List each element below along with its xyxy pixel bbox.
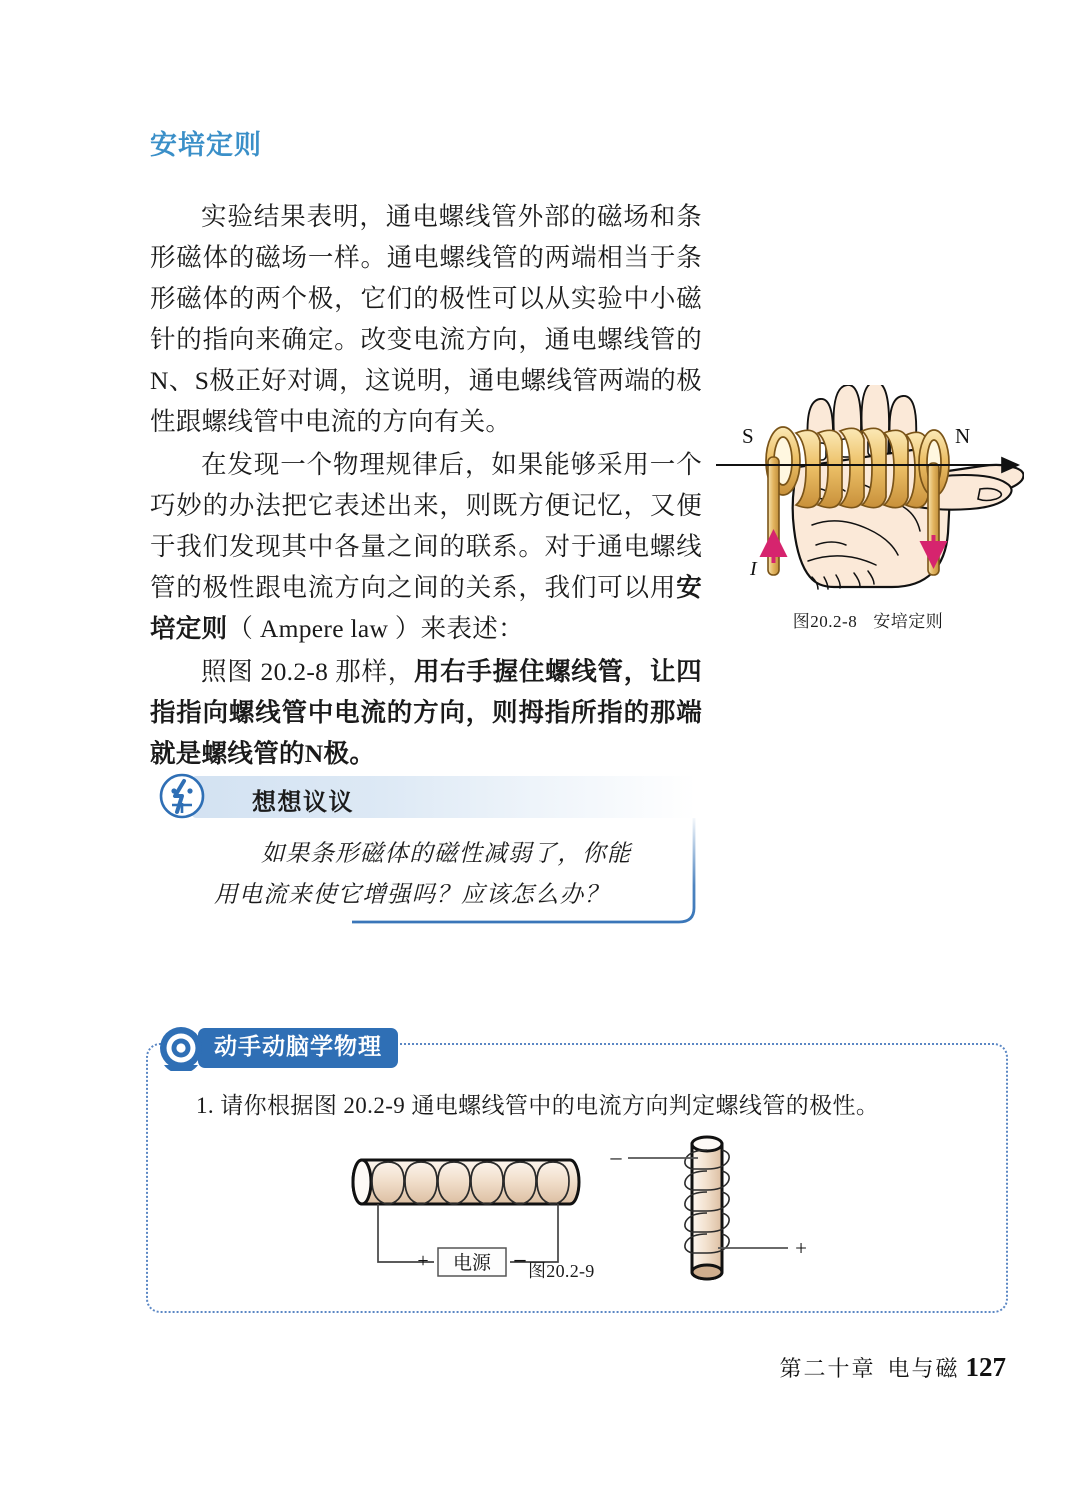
label-n-pole: N (955, 424, 971, 448)
label-s-pole: S (742, 424, 754, 448)
ampere-rule-lead: 照图 20.2-8 那样， (201, 657, 414, 686)
paragraph-2-part1: 在发现一个物理规律后，如果能够采用一个巧妙的办法把它表述出来，则既方便记忆，又便于我们发现其中各量之间的联系。对于通电螺线管的极性跟电流方向之间的关系，我们可以用 (150, 450, 702, 602)
figure-20-2-8-caption (712, 607, 1024, 632)
figure-20-2-8-number: 图20.2-8 (792, 612, 858, 631)
vertical-solenoid-top-terminal: – (610, 1144, 622, 1169)
paragraph-2-part2: （ Ampere law ）来表述： (227, 614, 524, 643)
body-text-column (150, 196, 702, 776)
thinking-face-icon (158, 772, 206, 820)
figure-20-2-9-caption: 图20.2-9 (528, 1261, 595, 1281)
vertical-solenoid-bottom-terminal: + (795, 1236, 807, 1260)
footer-page-number: 127 (965, 1352, 1006, 1382)
target-circle-icon (158, 1025, 204, 1071)
figure-20-2-8-title: 安培定则 (873, 612, 944, 631)
vertical-solenoid-diagram (610, 1137, 807, 1279)
exercise-question-1 (196, 1087, 879, 1120)
exercise-question-1-number: 1. (196, 1093, 215, 1118)
paragraph-2-bold-term: 安培定则 (150, 573, 702, 643)
footer-chapter: 第二十章 (779, 1356, 876, 1381)
ampere-rule-paragraph (150, 651, 702, 774)
paragraph-1: 实验结果表明，通电螺线管外部的磁场和条形磁体的磁场一样。通电螺线管的两端相当于条形磁体的两个极，它们的极性可以从实验中小磁针的指向来确定。改变电流方向，通电螺线管的N、S极正好对调，这说明，通电螺线管两端的极性跟螺线管中电流的方向有关。 (150, 202, 702, 436)
think-and-discuss-heading (252, 782, 354, 817)
exercise-question-1-text: 请你根据图 20.2-9 通电螺线管中的电流方向判定螺线管的极性。 (220, 1093, 880, 1118)
think-and-discuss-box (158, 772, 696, 937)
power-source-plus: + (417, 1250, 429, 1272)
think-and-discuss-body (192, 818, 696, 937)
think-and-discuss-heading-label: 想想议议 (252, 788, 354, 816)
paragraph-2 (150, 444, 702, 649)
power-source-minus: – (514, 1246, 526, 1271)
ampere-rule-bold: 用右手握住螺线管，让四指指向螺线管中电流的方向，则拇指所指的那端就是螺线管的N极。 (150, 657, 702, 768)
figure-20-2-8-hand-coil (712, 385, 1024, 615)
page-title: 安培定则 (150, 130, 262, 161)
exercise-badge-label: 动手动脑学物理 (198, 1028, 398, 1068)
power-source-label: 电源 (452, 1252, 492, 1274)
think-and-discuss-text: 如果条形磁体的磁性减弱了，你能用电流来使它增强吗？应该怎么办？ (214, 841, 632, 908)
footer-topic: 电与磁 (887, 1356, 960, 1381)
page-footer (779, 1352, 1006, 1383)
exercise-badge (158, 1026, 398, 1070)
label-current-i: I (750, 558, 757, 580)
